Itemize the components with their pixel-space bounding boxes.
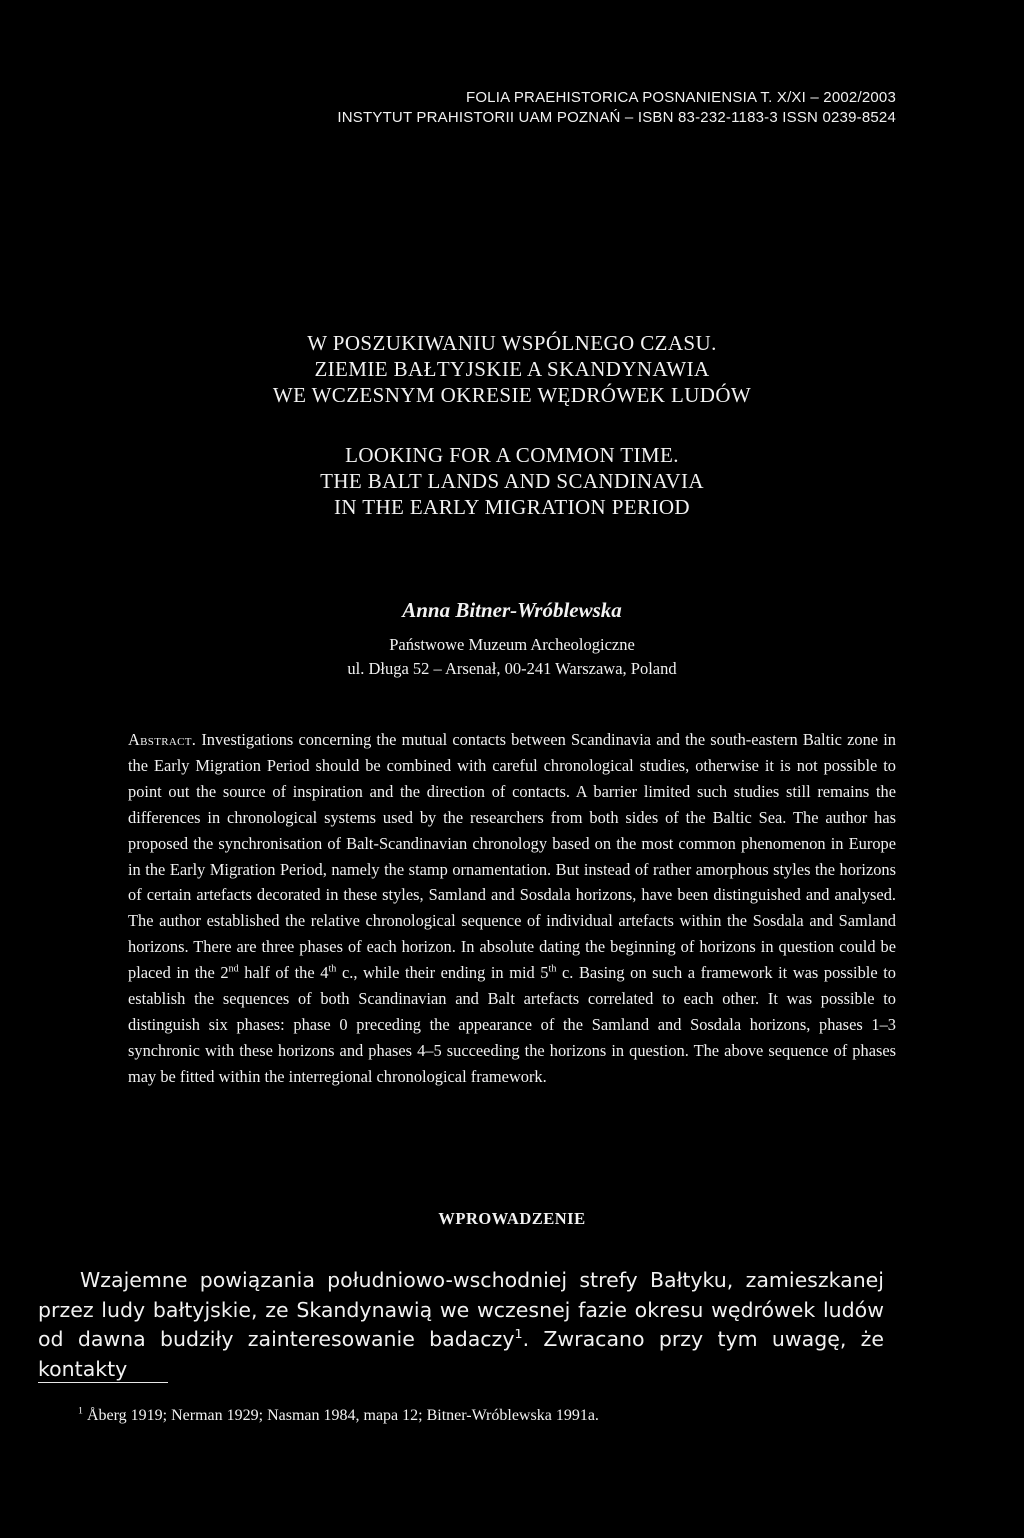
author-institution: Państwowe Muzeum Archeologiczne: [389, 635, 635, 654]
title-english: [0, 442, 1024, 520]
title-polish-line-3: WE WCZESNYM OKRESIE WĘDRÓWEK LUDÓW: [272, 383, 752, 407]
body-paragraph: [38, 1266, 884, 1384]
section-heading: WPROWADZENIE: [438, 1209, 586, 1228]
abstract-sup-2: th: [328, 963, 337, 975]
abstract-text-1: Investigations concerning the mutual contacts between Scandinavia and the south-eastern Baltic zone in the Early Migration Period should be combined with careful chronological studies, otherwise it is not possible to point out the source of inspiration and the direction of contacts. A barrier limited such studies still remains the differences in chronological systems used by the researchers from both sides of the Baltic Sea. The author has proposed the synchronisation of Balt-Scandinavian chronology based on the most common phenomenon in Europe in the Early Migration Period, namely the stamp ornamentation. But instead of rather amorphous styles the horizons of certain artefacts decorated in these styles, Samland and Sosdala horizons, have been distinguished and analysed. The author established the relative chronological sequence of individual artefacts within the Sosdala and Samland horizons. There are three phases of each horizon. In absolute dating the beginning of horizons in question could be placed in the 2: [128, 730, 896, 983]
body-text-2: . Zwracano przy tym uwagę, że kontakty: [38, 1327, 885, 1381]
journal-header: [337, 88, 896, 128]
title-english-line-3: IN THE EARLY MIGRATION PERIOD: [334, 495, 690, 519]
abstract-text-4: c. Basing on such a framework it was possible to establish the sequences of both Scandinavian and Balt artefacts correlated to each other. It was possible to distinguish six phases: phase 0 preceding the appearance of the Samland and Sosdala horizons, phases 1–3 synchronic with these horizons and phases 4–5 succeeding the horizons in question. The above sequence of phases may be fitted within the interregional chronological framework.: [128, 963, 896, 1086]
author-address: ul. Długa 52 – Arsenał, 00-241 Warszawa, Poland: [347, 659, 677, 678]
journal-header-line-1: FOLIA PRAEHISTORICA POSNANIENSIA T. X/XI – 2002/2003: [465, 89, 896, 106]
title-polish: [0, 330, 1024, 408]
footnote-text: Åberg 1919; Nerman 1929; Nasman 1984, mapa 12; Bitner-Wróblewska 1991a.: [82, 1407, 599, 1424]
author-affiliation: [0, 633, 1024, 681]
title-english-line-2: THE BALT LANDS AND SCANDINAVIA: [320, 469, 704, 493]
footnote-divider: [38, 1382, 168, 1383]
abstract-sup-1: nd: [228, 963, 239, 975]
body-text-1: Wzajemne powiązania południowo-wschodniej strefy Bałtyku, zamieszkanej przez ludy bałtyjskie, ze Skandynawią we wczesnej fazie okresu wędrówek ludów od dawna budziły zainteresowanie badaczy: [38, 1268, 884, 1351]
abstract-label: Abstract.: [128, 730, 197, 749]
journal-header-line-2: INSTYTUT PRAHISTORII UAM POZNAŃ – ISBN 83-232-1183-3 ISSN 0239-8524: [337, 109, 896, 126]
footnote-number: 1: [78, 1405, 83, 1417]
footnote: [78, 1405, 599, 1427]
abstract: [128, 727, 896, 1090]
title-english-line-1: LOOKING FOR A COMMON TIME.: [345, 443, 679, 467]
author-name: Anna Bitner-Wróblewska: [402, 598, 622, 622]
abstract-sup-3: th: [548, 963, 557, 975]
title-polish-line-2: ZIEMIE BAŁTYJSKIE A SKANDYNAWIA: [314, 357, 710, 381]
abstract-text-3: c., while their ending in mid 5: [336, 963, 549, 983]
abstract-text-2: half of the 4: [238, 963, 329, 983]
footnote-reference[interactable]: 1: [514, 1326, 523, 1342]
title-polish-line-1: W POSZUKIWANIU WSPÓLNEGO CZASU.: [307, 331, 717, 355]
